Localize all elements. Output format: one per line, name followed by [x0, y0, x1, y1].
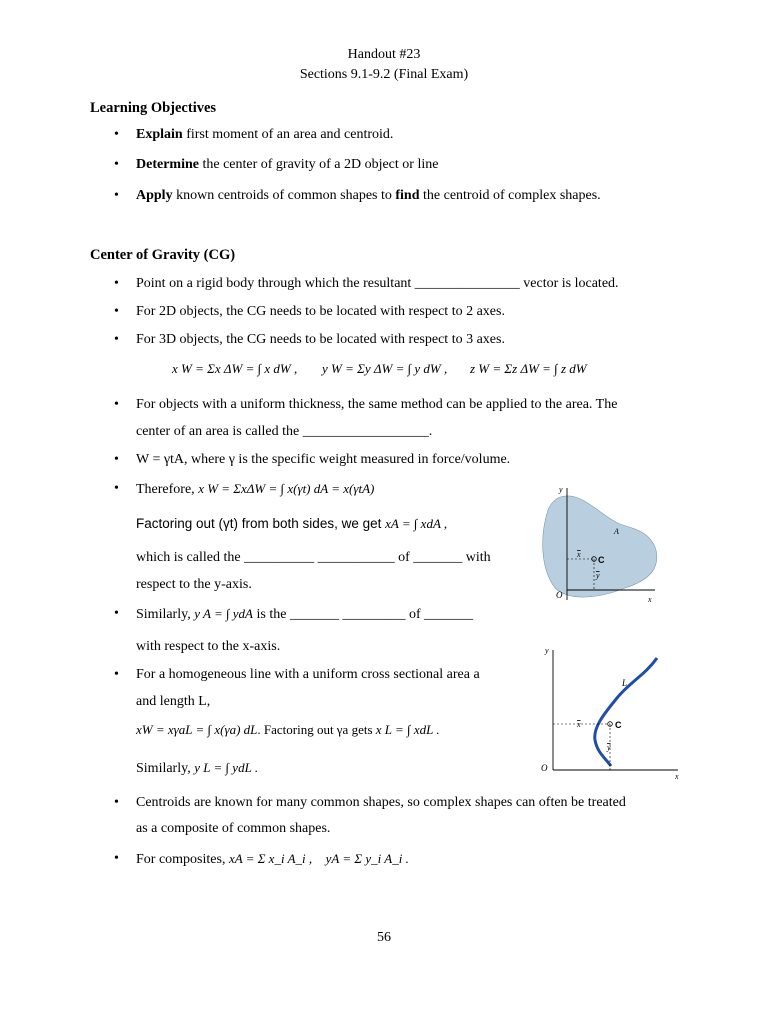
- equation-composite-y: yA = Σ y_i A_i .: [325, 851, 409, 866]
- bullet-dot: •: [114, 606, 119, 621]
- fig1-ybar-label: y: [596, 571, 600, 580]
- objectives-heading: Learning Objectives: [90, 100, 217, 116]
- cg-bullet-text-2: is the _______ _________ of _______: [256, 607, 474, 622]
- handout-title: Handout #23: [347, 47, 421, 62]
- cg-bullet-7: [114, 606, 474, 622]
- cg-bullet-10: [114, 851, 409, 867]
- cg-bullet-8-cont: and length L,: [136, 694, 211, 709]
- cg-bullet-1: [114, 276, 619, 292]
- objective-text: known centroids of common shapes to: [172, 188, 396, 203]
- cg-bullet-text: Similarly,: [136, 607, 191, 622]
- cg-bullet-text: For composites,: [136, 852, 226, 867]
- cg-bullet-2: [114, 304, 505, 320]
- fig2-xbar-label: x: [577, 720, 581, 729]
- called-line-2: respect to the y-axis.: [136, 577, 252, 592]
- cg-bullet-text: For a homogeneous line with a uniform cross sectional area a: [136, 667, 480, 682]
- cg-bullet-text: For 3D objects, the CG needs to be located with respect to 3 axes.: [136, 332, 505, 347]
- cg-bullet-3: [114, 332, 505, 348]
- bullet-dot: •: [114, 851, 119, 866]
- bullet-dot: •: [114, 276, 119, 291]
- objective-item: [114, 188, 601, 204]
- fig1-axis-x-label: x: [648, 595, 652, 604]
- cg-bullet-4-cont: center of an area is called the __________________.: [136, 424, 433, 439]
- bullet-dot: •: [114, 481, 119, 496]
- fig1-origin-label: O: [556, 590, 563, 600]
- equation-therefore: x W = ΣxΔW = ∫ x(γt) dA = x(γtA): [198, 481, 375, 496]
- objective-text: the center of gravity of a 2D object or line: [198, 157, 439, 172]
- fig1-c-label: C: [598, 555, 605, 565]
- bullet-dot: •: [114, 157, 119, 172]
- equation-xw: x W = Σx ΔW = ∫ x dW ,: [172, 361, 298, 376]
- page-number: 56: [377, 930, 391, 945]
- bullet-dot: •: [114, 188, 119, 203]
- equation-line-xl: x L = ∫ xdL .: [375, 722, 440, 737]
- bullet-dot: •: [114, 304, 119, 319]
- similarly-text: Similarly,: [136, 761, 191, 776]
- cg-bullet-text: For 2D objects, the CG needs to be located with respect to 2 axes.: [136, 304, 505, 319]
- fig1-axis-y-label: y: [559, 485, 563, 494]
- handout-subtitle: Sections 9.1-9.2 (Final Exam): [299, 67, 469, 82]
- line-eq-text: . Factoring out γa gets: [257, 722, 373, 737]
- objective-item: [114, 157, 439, 173]
- cg-bullet-text: Therefore,: [136, 482, 195, 497]
- factoring-line: [136, 516, 447, 532]
- objective-verb: Apply: [136, 188, 173, 203]
- fig2-c-label: C: [615, 720, 622, 730]
- cg-bullet-text: For objects with a uniform thickness, the same method can be applied to the area. The: [136, 397, 618, 412]
- equation-yw: y W = Σy ΔW = ∫ y dW ,: [322, 361, 448, 376]
- objective-verb: Explain: [136, 127, 183, 142]
- bullet-dot: •: [114, 397, 119, 412]
- cg-heading: Center of Gravity (CG): [90, 247, 236, 263]
- objective-text-2: the centroid of complex shapes.: [419, 188, 601, 203]
- line-equation-row: [136, 722, 440, 738]
- cg-bullet-8: [114, 667, 480, 683]
- bullet-dot: •: [114, 127, 119, 142]
- line-curve: [595, 658, 657, 766]
- objective-verb-2: find: [395, 188, 420, 203]
- equation-composite-x: xA = Σ x_i A_i ,: [228, 851, 313, 866]
- cg-bullet-text: Point on a rigid body through which the resultant _______________ vector is located.: [136, 276, 619, 291]
- similarly-line: [136, 760, 258, 777]
- cg-bullet-text: W = γtA, where γ is the specific weight measured in force/volume.: [136, 452, 511, 467]
- fig1-xbar-label: x: [577, 550, 581, 559]
- bullet-dot: •: [114, 332, 119, 347]
- cg-bullet-6: [114, 481, 375, 497]
- equation-line-xw: xW = xγaL = ∫ x(γa) dL: [136, 722, 258, 737]
- bullet-dot: •: [114, 452, 119, 467]
- bullet-dot: •: [114, 795, 119, 810]
- factoring-text: Factoring out (γt) from both sides, we get: [136, 516, 382, 531]
- equation-xa: xA = ∫ xdA ,: [385, 516, 448, 531]
- line-centroid-figure: [535, 640, 685, 782]
- area-centroid-figure: [530, 480, 670, 608]
- fig2-axis-y-label: y: [545, 646, 549, 655]
- bullet-dot: •: [114, 667, 119, 682]
- objective-item: [114, 127, 394, 143]
- objective-text: first moment of an area and centroid.: [182, 127, 394, 142]
- objective-verb: Determine: [136, 157, 199, 172]
- cg-bullet-9-cont: as a composite of common shapes.: [136, 821, 331, 836]
- fig1-area-label: A: [614, 527, 619, 536]
- cg-bullet-7-cont: with respect to the x-axis.: [136, 639, 281, 654]
- cg-bullet-4: [114, 397, 618, 413]
- fig2-ybar-label: y: [607, 743, 611, 752]
- fig2-line-label: L: [622, 678, 628, 688]
- fig2-axis-x-label: x: [675, 772, 679, 781]
- cg-bullet-9: [114, 795, 626, 811]
- equation-zw: z W = Σz ΔW = ∫ z dW: [470, 361, 587, 376]
- fig2-origin-label: O: [541, 763, 548, 773]
- called-line-1: which is called the __________ ___________ of _______ with: [136, 550, 491, 565]
- cg-bullet-5: [114, 452, 511, 468]
- cg-bullet-text: Centroids are known for many common shapes, so complex shapes can often be treated: [136, 795, 626, 810]
- equation-line-yl: y L = ∫ ydL .: [194, 760, 259, 775]
- equation-ya: y A = ∫ ydA: [194, 606, 253, 621]
